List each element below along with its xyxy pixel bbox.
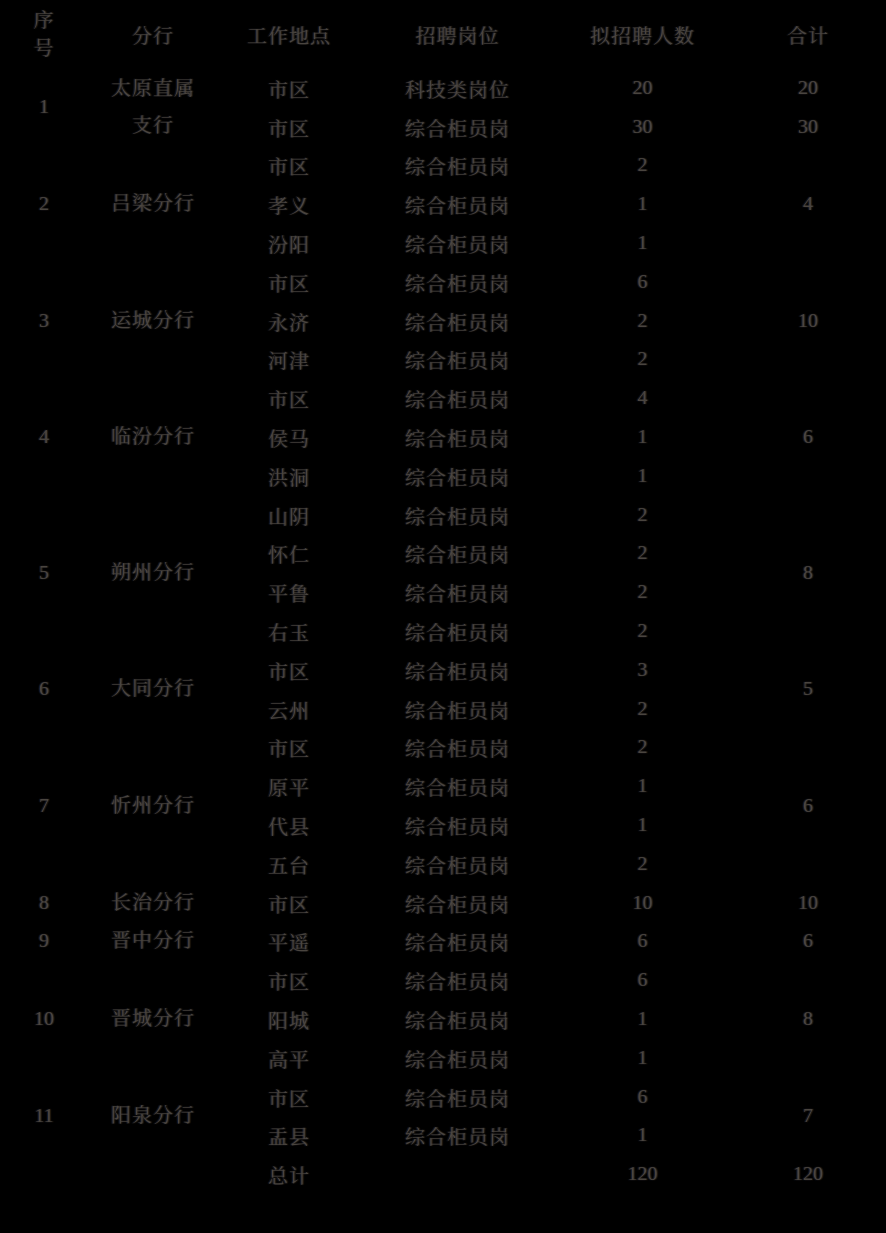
group-total-cell: 8 bbox=[803, 561, 813, 584]
table-row bbox=[0, 651, 886, 690]
position-cell: 科技类岗位 bbox=[405, 79, 510, 102]
position-cell: 综合柜员岗 bbox=[405, 312, 510, 335]
planned-count-cell: 6 bbox=[637, 930, 648, 953]
work-location-cell: 汾阳 bbox=[268, 235, 310, 258]
position-cell: 综合柜员岗 bbox=[405, 584, 510, 607]
header-serial-number-label: 序号 bbox=[33, 9, 55, 60]
planned-count-cell: 3 bbox=[637, 658, 648, 681]
empty-cell bbox=[360, 1155, 555, 1194]
table-row bbox=[0, 729, 886, 768]
planned-count-cell: 10 bbox=[632, 891, 653, 914]
planned-count-cell: 2 bbox=[637, 581, 648, 604]
serial-number-cell: 11 bbox=[34, 1105, 54, 1128]
serial-number-cell: 8 bbox=[39, 891, 49, 914]
serial-number-cell: 9 bbox=[39, 930, 49, 953]
serial-number-cell: 4 bbox=[39, 426, 49, 449]
group-total-cell: 6 bbox=[803, 930, 813, 953]
planned-count-cell: 2 bbox=[637, 697, 648, 720]
position-cell: 综合柜员岗 bbox=[405, 778, 510, 801]
branch-name-label: 长治分行 bbox=[111, 891, 195, 914]
planned-count-cell: 1 bbox=[637, 775, 648, 798]
position-cell: 综合柜员岗 bbox=[405, 894, 510, 917]
planned-count-cell: 6 bbox=[637, 969, 648, 992]
planned-count-cell: 2 bbox=[637, 309, 648, 332]
planned-count-cell: 1 bbox=[637, 1008, 648, 1031]
table-body bbox=[0, 69, 886, 1155]
position-cell: 综合柜员岗 bbox=[405, 623, 510, 646]
work-location-cell: 市区 bbox=[268, 894, 310, 917]
branch-name-label: 临汾分行 bbox=[111, 426, 195, 449]
table-row bbox=[0, 69, 886, 108]
branch-name-label: 朔州分行 bbox=[111, 561, 195, 584]
position-cell: 综合柜员岗 bbox=[405, 661, 510, 684]
work-location-cell: 平鲁 bbox=[268, 584, 310, 607]
branch-name-label: 晋中分行 bbox=[111, 930, 195, 953]
serial-number-cell: 10 bbox=[34, 1008, 54, 1031]
branch-name-cell bbox=[88, 69, 218, 147]
position-cell: 综合柜员岗 bbox=[405, 1049, 510, 1072]
header-branch: 分行 bbox=[132, 26, 174, 48]
work-location-cell: 市区 bbox=[268, 390, 310, 413]
planned-count-cell: 2 bbox=[637, 503, 648, 526]
work-location-cell: 右玉 bbox=[268, 623, 310, 646]
table-row bbox=[0, 379, 886, 418]
planned-count-cell: 20 bbox=[632, 76, 653, 99]
work-location-cell: 洪洞 bbox=[268, 467, 310, 490]
branch-name-label: 晋城分行 bbox=[111, 1008, 195, 1031]
header-total: 合计 bbox=[787, 26, 829, 48]
branch-name-cell bbox=[88, 379, 218, 495]
work-location-cell: 市区 bbox=[268, 661, 310, 684]
grand-total-count-cell: 120 bbox=[627, 1163, 658, 1186]
header-row bbox=[0, 0, 886, 69]
work-location-cell: 市区 bbox=[268, 739, 310, 762]
work-location-cell: 盂县 bbox=[268, 1127, 310, 1150]
group-total-cell: 4 bbox=[803, 193, 813, 216]
position-cell: 综合柜员岗 bbox=[405, 1088, 510, 1111]
branch-name-cell bbox=[88, 496, 218, 651]
position-cell: 综合柜员岗 bbox=[405, 157, 510, 180]
branch-name-cell bbox=[88, 884, 218, 923]
planned-count-cell: 2 bbox=[637, 620, 648, 643]
serial-number-cell: 6 bbox=[39, 678, 49, 701]
position-cell: 综合柜员岗 bbox=[405, 390, 510, 413]
header-position: 招聘岗位 bbox=[415, 26, 500, 48]
branch-name-label: 太原直属支行 bbox=[111, 77, 195, 137]
position-cell: 综合柜员岗 bbox=[405, 933, 510, 956]
serial-number-cell: 5 bbox=[39, 561, 49, 584]
work-location-cell: 侯马 bbox=[268, 429, 310, 452]
branch-name-cell bbox=[88, 651, 218, 729]
branch-name-label: 吕梁分行 bbox=[111, 193, 195, 216]
branch-name-cell bbox=[88, 263, 218, 379]
header-planned-count: 拟招聘人数 bbox=[590, 26, 695, 48]
position-cell: 综合柜员岗 bbox=[405, 467, 510, 490]
position-cell: 综合柜员岗 bbox=[405, 1127, 510, 1150]
group-total-cell: 10 bbox=[798, 309, 818, 332]
group-total-cell: 5 bbox=[803, 678, 813, 701]
work-location-cell: 永济 bbox=[268, 312, 310, 335]
table-row bbox=[0, 961, 886, 1000]
branch-name-cell bbox=[88, 729, 218, 884]
branch-name-cell bbox=[88, 1078, 218, 1156]
work-location-cell: 平遥 bbox=[268, 933, 310, 956]
branch-name-label: 阳泉分行 bbox=[111, 1105, 195, 1128]
row-total-cell: 30 bbox=[798, 115, 818, 138]
table-row bbox=[0, 147, 886, 186]
serial-number-cell: 3 bbox=[39, 309, 49, 332]
position-cell: 综合柜员岗 bbox=[405, 273, 510, 296]
branch-name-label: 大同分行 bbox=[111, 678, 195, 701]
position-cell: 综合柜员岗 bbox=[405, 739, 510, 762]
serial-number-cell: 7 bbox=[39, 794, 49, 817]
position-cell: 综合柜员岗 bbox=[405, 235, 510, 258]
branch-name-cell bbox=[88, 147, 218, 263]
work-location-cell: 市区 bbox=[268, 273, 310, 296]
table-row bbox=[0, 263, 886, 302]
planned-count-cell: 2 bbox=[637, 852, 648, 875]
position-cell: 综合柜员岗 bbox=[405, 351, 510, 374]
group-total-cell: 10 bbox=[798, 891, 818, 914]
group-total-cell: 7 bbox=[803, 1105, 813, 1128]
table-footer bbox=[0, 1155, 886, 1194]
row-total-cell: 20 bbox=[798, 76, 818, 99]
work-location-cell: 孝义 bbox=[268, 196, 310, 219]
branch-name-cell bbox=[88, 961, 218, 1077]
work-location-cell: 河津 bbox=[268, 351, 310, 374]
work-location-cell: 阳城 bbox=[268, 1011, 310, 1034]
work-location-cell: 市区 bbox=[268, 157, 310, 180]
work-location-cell: 原平 bbox=[268, 778, 310, 801]
planned-count-cell: 1 bbox=[637, 464, 648, 487]
work-location-cell: 市区 bbox=[268, 1088, 310, 1111]
position-cell: 综合柜员岗 bbox=[405, 1011, 510, 1034]
work-location-cell: 怀仁 bbox=[268, 545, 310, 568]
group-total-cell: 6 bbox=[803, 426, 813, 449]
group-total-cell: 8 bbox=[803, 1008, 813, 1031]
table-row bbox=[0, 1078, 886, 1117]
table-header bbox=[0, 0, 886, 69]
header-work-location: 工作地点 bbox=[247, 26, 331, 48]
grand-total-row bbox=[0, 1155, 886, 1194]
grand-total-sum-cell: 120 bbox=[793, 1163, 823, 1186]
work-location-cell: 市区 bbox=[268, 79, 310, 102]
position-cell: 综合柜员岗 bbox=[405, 118, 510, 141]
table-row bbox=[0, 884, 886, 923]
header-serial-number bbox=[0, 0, 88, 69]
work-location-cell: 市区 bbox=[268, 118, 310, 141]
work-location-cell: 云州 bbox=[268, 700, 310, 723]
position-cell: 综合柜员岗 bbox=[405, 700, 510, 723]
planned-count-cell: 4 bbox=[637, 387, 648, 410]
position-cell: 综合柜员岗 bbox=[405, 545, 510, 568]
serial-number-cell: 1 bbox=[39, 96, 49, 119]
planned-count-cell: 2 bbox=[637, 348, 648, 371]
planned-count-cell: 1 bbox=[637, 232, 648, 255]
position-cell: 综合柜员岗 bbox=[405, 972, 510, 995]
position-cell: 综合柜员岗 bbox=[405, 506, 510, 529]
position-cell: 综合柜员岗 bbox=[405, 196, 510, 219]
group-total-cell: 6 bbox=[803, 794, 813, 817]
planned-count-cell: 6 bbox=[637, 270, 648, 293]
planned-count-cell: 1 bbox=[637, 1124, 648, 1147]
planned-count-cell: 30 bbox=[632, 115, 653, 138]
planned-count-cell: 1 bbox=[637, 1046, 648, 1069]
branch-name-label: 运城分行 bbox=[111, 309, 195, 332]
grand-total-label: 总计 bbox=[268, 1166, 310, 1189]
work-location-cell: 市区 bbox=[268, 972, 310, 995]
work-location-cell: 山阴 bbox=[268, 506, 310, 529]
table-row bbox=[0, 923, 886, 962]
table-row bbox=[0, 496, 886, 535]
planned-count-cell: 2 bbox=[637, 736, 648, 759]
work-location-cell: 高平 bbox=[268, 1049, 310, 1072]
planned-count-cell: 1 bbox=[637, 426, 648, 449]
planned-count-cell: 1 bbox=[637, 814, 648, 837]
position-cell: 综合柜员岗 bbox=[405, 817, 510, 840]
work-location-cell: 五台 bbox=[268, 855, 310, 878]
empty-cell bbox=[0, 1155, 218, 1194]
planned-count-cell: 2 bbox=[637, 542, 648, 565]
position-cell: 综合柜员岗 bbox=[405, 429, 510, 452]
branch-name-cell bbox=[88, 923, 218, 962]
work-location-cell: 代县 bbox=[268, 817, 310, 840]
planned-count-cell: 6 bbox=[637, 1085, 648, 1108]
planned-count-cell: 1 bbox=[637, 193, 648, 216]
planned-count-cell: 2 bbox=[637, 154, 648, 177]
branch-name-label: 忻州分行 bbox=[111, 794, 195, 817]
serial-number-cell: 2 bbox=[39, 193, 49, 216]
position-cell: 综合柜员岗 bbox=[405, 855, 510, 878]
